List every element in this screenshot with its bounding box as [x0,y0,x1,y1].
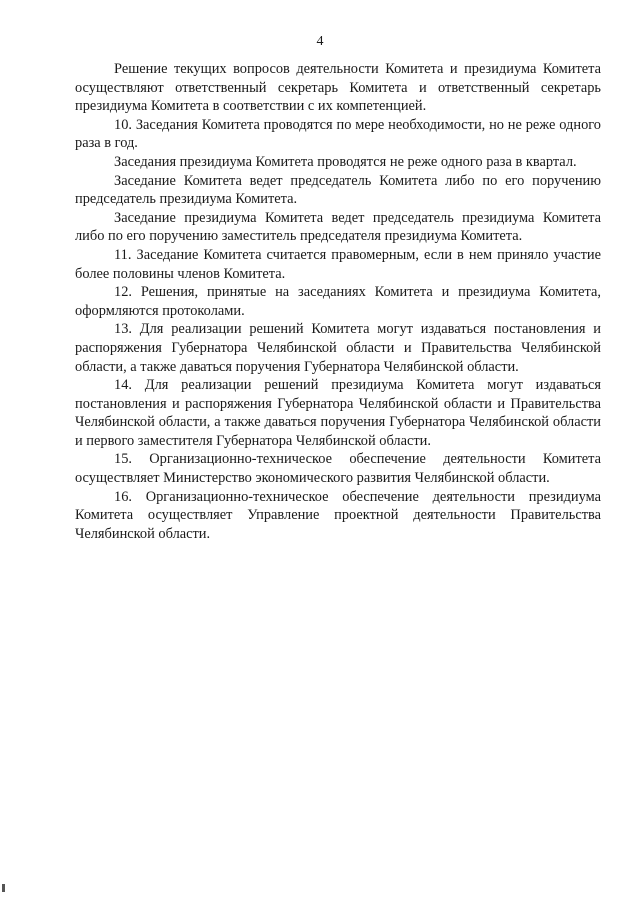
scan-edge-mark [2,884,5,892]
document-body [75,60,601,543]
paragraph: 16. Организационно-техническое обеспечение деятельности президиума Комитета осуществляет Управление проектной деятельности Правительства Челябинской области. [75,488,601,542]
paragraph: Заседание Комитета ведет председатель Комитета либо по его поручению председатель президиума Комитета. [75,172,601,208]
paragraph: 12. Решения, принятые на заседаниях Комитета и президиума Комитета, оформляются протоколами. [75,284,601,319]
paragraph: 13. Для реализации решений Комитета могут издаваться постановления и распоряжения Губернатора Челябинской области и Правительства Челябинской области, а также даваться поручения Губернатора Челябинской области. [75,321,601,375]
page-number: 4 [316,34,324,49]
paragraph: Решение текущих вопросов деятельности Комитета и президиума Комитета осуществляют ответственный секретарь Комитета и ответственный секретарь президиума Комитета в соответствии с их компетенцией. [75,61,601,115]
paragraph: Заседания президиума Комитета проводятся не реже одного раза в квартал. [114,153,577,170]
paragraph: 15. Организационно-техническое обеспечение деятельности Комитета осуществляет Министерство экономического развития Челябинской области. [75,451,601,487]
paragraph: 11. Заседание Комитета считается правомерным, если в нем приняло участие более половины членов Комитета. [75,246,601,282]
paragraph: Заседание президиума Комитета ведет председатель президиума Комитета либо по его поручению заместитель председателя президиума Комитета. [75,209,601,245]
paragraph: 10. Заседания Комитета проводятся по мере необходимости, но не реже одного раза в год. [75,116,601,152]
paragraph: 14. Для реализации решений президиума Комитета могут издаваться постановления и распоряжения Губернатора Челябинской области и Правительства Челябинской области, а также даваться поручения Губернатора Челябинской области и первого заместителя Губернатора Челябинской области. [75,377,601,449]
